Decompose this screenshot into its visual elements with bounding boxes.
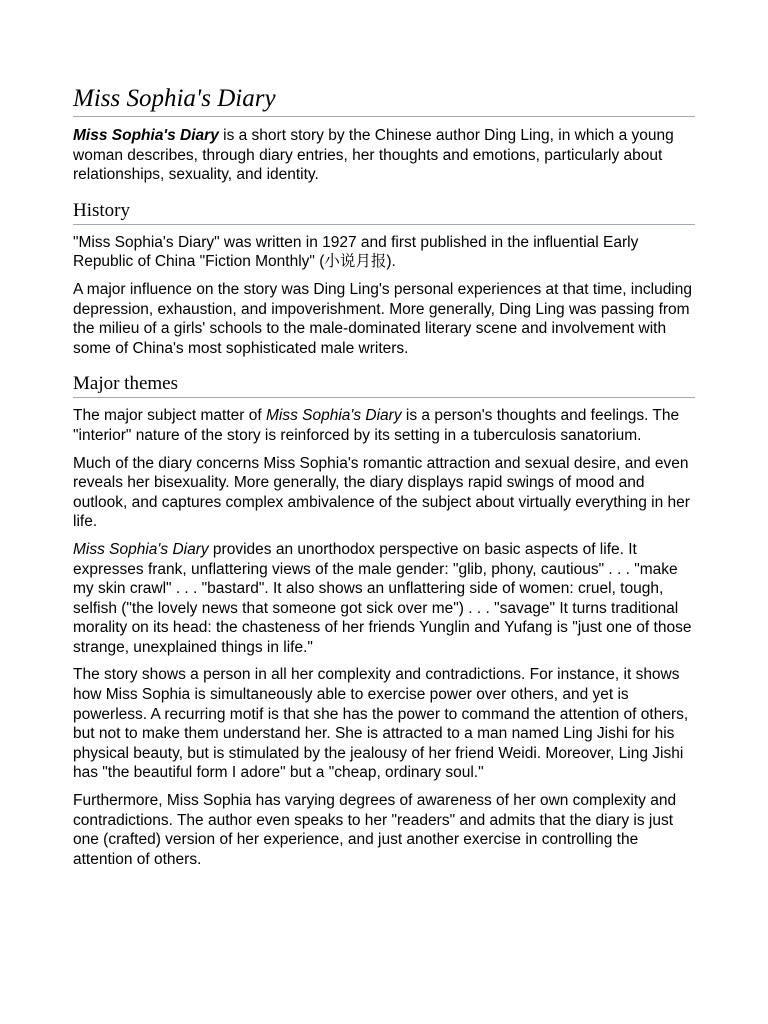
section-heading-major-themes: Major themes (73, 372, 695, 398)
intro-paragraph (73, 126, 695, 185)
section-heading-history: History (73, 199, 695, 225)
history-paragraph-2: A major influence on the story was Ding Ling's personal experiences at that time, including depression, exhaustion, and impoverishment. More generally, Ding Ling was passing from the milieu of a girls' schools to the male-dominated literary scene and involvement with some of China's most sophisticated male writers. (73, 280, 692, 357)
themes-paragraph-5: Furthermore, Miss Sophia has varying degrees of awareness of her own complexity and contradictions. The author even speaks to her "readers" and admits that the diary is just one (crafted) version of her experience, and just another exercise in controlling the attention of others. (73, 792, 677, 868)
history-paragraph-1: "Miss Sophia's Diary" was written in 1927 and first published in the influential Early Republic of China "Fiction Monthly" (小说月报). (73, 233, 639, 271)
intro-text: is a short story by the Chinese author Ding Ling, in which a young woman describes, through diary entries, her thoughts and emotions, particularly about relationships, sexuality, and identity. (73, 127, 674, 184)
themes-p3-text: provides an unorthodox perspective on basic aspects of life. It expresses frank, unflattering views of the male gender: "glib, phony, cautious" . . . "make my skin crawl" . . . "bastard". It also shows an unflattering side of women: cruel, tough, selfish ("the lovely news that someone got sick over me") . . . "savage" It turns traditional morality on its head: the chasteness of her friends Yunglin and Yufang is "just one of those strange, unexplained things in life." (73, 540, 692, 656)
themes-p1-title-emphasis: Miss Sophia's Diary (265, 407, 402, 425)
page-title: Miss Sophia's Diary (73, 82, 695, 117)
themes-p1-text-before: The major subject matter of (73, 407, 266, 425)
themes-paragraph-2: Much of the diary concerns Miss Sophia's romantic attraction and sexual desire, and even reveals her bisexuality. More generally, the diary displays rapid swings of mood and outlook, and captures complex ambivalence of the subject about virtually everything in her life. (73, 454, 690, 531)
themes-paragraph-1 (73, 406, 695, 445)
themes-p1-text-after: is a person's thoughts and feelings. The "interior" nature of the story is reinforced by its setting in a tuberculosis sanatorium. (73, 407, 680, 444)
article (73, 82, 695, 869)
themes-p3-title-emphasis: Miss Sophia's Diary (73, 540, 209, 558)
themes-paragraph-3 (73, 540, 695, 658)
themes-paragraph-4: The story shows a person in all her complexity and contradictions. For instance, it shows how Miss Sophia is simultaneously able to exercise power over others, and yet is powerless. A recurring motif is that she has the power to command the attention of others, but not to make them understand her. She is attracted to a man named Ling Jishi for his physical beauty, but is stimulated by the jealousy of her friend Weidi. Moreover, Ling Jishi has "the beautiful form I adore" but a "cheap, ordinary soul." (73, 666, 689, 782)
intro-title-emphasis: Miss Sophia's Diary (73, 127, 219, 144)
